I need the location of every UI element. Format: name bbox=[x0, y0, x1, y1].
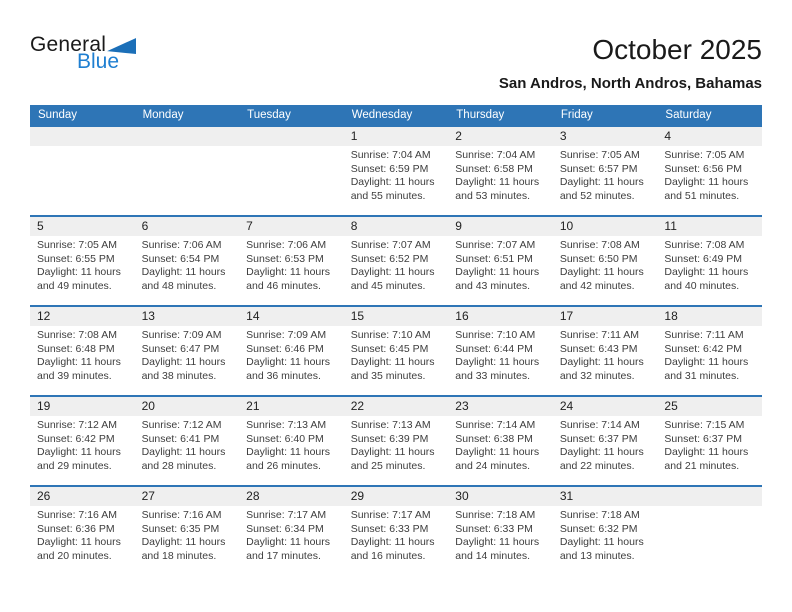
sunset-text: Sunset: 6:44 PM bbox=[455, 342, 533, 355]
day-cell bbox=[30, 397, 135, 485]
page-subtitle: San Andros, North Andros, Bahamas bbox=[498, 75, 762, 92]
day-cell bbox=[344, 217, 449, 305]
weekday-header-tuesday: Tuesday bbox=[247, 109, 291, 121]
general-blue-logo bbox=[30, 34, 136, 72]
day-details bbox=[239, 326, 344, 395]
date-number: 7 bbox=[239, 217, 344, 236]
day-cell bbox=[239, 127, 344, 215]
date-number: 24 bbox=[553, 397, 658, 416]
day-details bbox=[657, 146, 762, 215]
date-number: 31 bbox=[553, 487, 658, 506]
day-details bbox=[448, 416, 553, 485]
day-details bbox=[657, 326, 762, 395]
day-cell bbox=[30, 487, 135, 575]
day-cell bbox=[30, 307, 135, 395]
date-number: 15 bbox=[344, 307, 449, 326]
logo-text-blue: Blue bbox=[77, 50, 120, 73]
sunrise-text: Sunrise: 7:10 AM bbox=[350, 329, 431, 341]
sunrise-text: Sunrise: 7:10 AM bbox=[455, 329, 536, 341]
sunset-text: Sunset: 6:51 PM bbox=[455, 252, 533, 265]
date-number: 22 bbox=[344, 397, 449, 416]
daylight-text: Daylight: 11 hours and 21 minutes. bbox=[664, 446, 749, 472]
sunrise-text: Sunrise: 7:09 AM bbox=[246, 329, 327, 341]
day-details bbox=[344, 326, 449, 395]
date-number: 21 bbox=[239, 397, 344, 416]
sunset-text: Sunset: 6:59 PM bbox=[350, 162, 429, 175]
day-cell bbox=[344, 397, 449, 485]
date-number: 12 bbox=[30, 307, 135, 326]
daylight-text: Daylight: 11 hours and 43 minutes. bbox=[455, 266, 540, 292]
date-number: 8 bbox=[344, 217, 449, 236]
daylight-text: Daylight: 11 hours and 32 minutes. bbox=[559, 356, 644, 382]
day-details bbox=[344, 146, 449, 215]
day-details bbox=[553, 416, 658, 485]
weekday-header-sunday: Sunday bbox=[38, 109, 78, 121]
daylight-text: Daylight: 11 hours and 38 minutes. bbox=[141, 356, 226, 382]
day-details bbox=[448, 326, 553, 395]
calendar bbox=[30, 105, 762, 575]
weekday-header-thursday: Thursday bbox=[456, 109, 505, 121]
week-row bbox=[30, 215, 762, 305]
sunrise-text: Sunrise: 7:12 AM bbox=[141, 419, 222, 431]
title-block bbox=[499, 34, 762, 92]
day-details bbox=[344, 236, 449, 305]
date-number: 11 bbox=[657, 217, 762, 236]
day-details bbox=[135, 236, 240, 305]
page-title: October 2025 bbox=[592, 34, 762, 65]
week-row bbox=[30, 395, 762, 485]
sunset-text: Sunset: 6:42 PM bbox=[664, 342, 743, 355]
day-cell bbox=[657, 217, 762, 305]
page-header bbox=[0, 0, 792, 105]
daylight-text: Daylight: 11 hours and 33 minutes. bbox=[455, 356, 540, 382]
sunrise-text: Sunrise: 7:18 AM bbox=[559, 509, 640, 521]
day-cell bbox=[30, 127, 135, 215]
day-details bbox=[553, 236, 658, 305]
date-number: 5 bbox=[30, 217, 135, 236]
day-details bbox=[344, 416, 449, 485]
daylight-text: Daylight: 11 hours and 51 minutes. bbox=[664, 176, 749, 202]
day-cell bbox=[239, 217, 344, 305]
day-cell bbox=[448, 307, 553, 395]
sunset-text: Sunset: 6:58 PM bbox=[455, 162, 533, 175]
date-number bbox=[239, 127, 344, 146]
date-number: 13 bbox=[135, 307, 240, 326]
sunrise-text: Sunrise: 7:05 AM bbox=[664, 149, 745, 161]
date-number: 27 bbox=[135, 487, 240, 506]
date-number: 3 bbox=[553, 127, 658, 146]
weekday-header-row bbox=[30, 105, 762, 125]
daylight-text: Daylight: 11 hours and 35 minutes. bbox=[350, 356, 435, 382]
sunset-text: Sunset: 6:33 PM bbox=[350, 522, 429, 535]
date-number: 30 bbox=[448, 487, 553, 506]
sunset-text: Sunset: 6:37 PM bbox=[559, 432, 638, 445]
sunset-text: Sunset: 6:57 PM bbox=[559, 162, 638, 175]
daylight-text: Daylight: 11 hours and 18 minutes. bbox=[141, 536, 226, 562]
daylight-text: Daylight: 11 hours and 40 minutes. bbox=[664, 266, 749, 292]
daylight-text: Daylight: 11 hours and 45 minutes. bbox=[350, 266, 435, 292]
sunrise-text: Sunrise: 7:09 AM bbox=[141, 329, 222, 341]
sunrise-text: Sunrise: 7:08 AM bbox=[37, 329, 117, 341]
sunset-text: Sunset: 6:39 PM bbox=[350, 432, 429, 445]
date-number: 19 bbox=[30, 397, 135, 416]
day-cell bbox=[553, 487, 658, 575]
daylight-text: Daylight: 11 hours and 20 minutes. bbox=[37, 536, 121, 562]
day-cell bbox=[135, 217, 240, 305]
day-cell bbox=[135, 487, 240, 575]
daylight-text: Daylight: 11 hours and 39 minutes. bbox=[37, 356, 121, 382]
sunset-text: Sunset: 6:38 PM bbox=[455, 432, 533, 445]
day-details bbox=[30, 146, 135, 215]
weekday-header-friday: Friday bbox=[560, 109, 593, 121]
sunset-text: Sunset: 6:41 PM bbox=[141, 432, 220, 445]
week-row bbox=[30, 485, 762, 575]
day-cell bbox=[448, 487, 553, 575]
sunrise-text: Sunrise: 7:08 AM bbox=[664, 239, 745, 251]
daylight-text: Daylight: 11 hours and 48 minutes. bbox=[141, 266, 226, 292]
week-row bbox=[30, 305, 762, 395]
date-number: 18 bbox=[657, 307, 762, 326]
day-cell bbox=[344, 487, 449, 575]
sunrise-text: Sunrise: 7:16 AM bbox=[141, 509, 222, 521]
daylight-text: Daylight: 11 hours and 14 minutes. bbox=[455, 536, 540, 562]
day-cell bbox=[344, 307, 449, 395]
sunrise-text: Sunrise: 7:15 AM bbox=[664, 419, 745, 431]
sunset-text: Sunset: 6:34 PM bbox=[246, 522, 324, 535]
sunrise-text: Sunrise: 7:14 AM bbox=[559, 419, 640, 431]
day-details bbox=[239, 146, 344, 215]
date-number bbox=[657, 487, 762, 506]
day-cell bbox=[239, 307, 344, 395]
date-number: 9 bbox=[448, 217, 553, 236]
day-details bbox=[657, 506, 762, 575]
date-number: 1 bbox=[344, 127, 449, 146]
day-details bbox=[448, 146, 553, 215]
day-details bbox=[135, 506, 240, 575]
weekday-header-wednesday: Wednesday bbox=[351, 109, 413, 121]
sunset-text: Sunset: 6:56 PM bbox=[664, 162, 743, 175]
daylight-text: Daylight: 11 hours and 25 minutes. bbox=[350, 446, 435, 472]
daylight-text: Daylight: 11 hours and 31 minutes. bbox=[664, 356, 749, 382]
daylight-text: Daylight: 11 hours and 46 minutes. bbox=[246, 266, 330, 292]
daylight-text: Daylight: 11 hours and 24 minutes. bbox=[455, 446, 540, 472]
day-details bbox=[135, 146, 240, 215]
day-details bbox=[30, 416, 135, 485]
day-details bbox=[657, 416, 762, 485]
sunrise-text: Sunrise: 7:04 AM bbox=[455, 149, 536, 161]
sunrise-text: Sunrise: 7:07 AM bbox=[350, 239, 431, 251]
sunrise-text: Sunrise: 7:14 AM bbox=[455, 419, 536, 431]
date-number: 26 bbox=[30, 487, 135, 506]
day-cell bbox=[657, 397, 762, 485]
day-cell bbox=[448, 127, 553, 215]
date-number: 25 bbox=[657, 397, 762, 416]
day-cell bbox=[657, 307, 762, 395]
day-details bbox=[239, 506, 344, 575]
sunset-text: Sunset: 6:36 PM bbox=[37, 522, 115, 535]
sunrise-text: Sunrise: 7:11 AM bbox=[559, 329, 640, 341]
date-number: 28 bbox=[239, 487, 344, 506]
sunset-text: Sunset: 6:46 PM bbox=[246, 342, 324, 355]
sunset-text: Sunset: 6:43 PM bbox=[559, 342, 638, 355]
day-cell bbox=[135, 397, 240, 485]
sunset-text: Sunset: 6:32 PM bbox=[559, 522, 638, 535]
day-cell bbox=[448, 397, 553, 485]
day-details bbox=[239, 236, 344, 305]
sunset-text: Sunset: 6:50 PM bbox=[559, 252, 638, 265]
sunrise-text: Sunrise: 7:04 AM bbox=[350, 149, 431, 161]
sunset-text: Sunset: 6:42 PM bbox=[37, 432, 115, 445]
daylight-text: Daylight: 11 hours and 53 minutes. bbox=[455, 176, 540, 202]
date-number: 10 bbox=[553, 217, 658, 236]
day-details bbox=[135, 416, 240, 485]
daylight-text: Daylight: 11 hours and 42 minutes. bbox=[559, 266, 644, 292]
sunrise-text: Sunrise: 7:13 AM bbox=[246, 419, 327, 431]
logo-text-general: General bbox=[30, 33, 107, 56]
day-details bbox=[30, 506, 135, 575]
sunset-text: Sunset: 6:40 PM bbox=[246, 432, 324, 445]
date-number: 17 bbox=[553, 307, 658, 326]
day-details bbox=[657, 236, 762, 305]
day-cell bbox=[344, 127, 449, 215]
sunrise-text: Sunrise: 7:06 AM bbox=[246, 239, 327, 251]
day-details bbox=[30, 326, 135, 395]
sunrise-text: Sunrise: 7:13 AM bbox=[350, 419, 431, 431]
day-details bbox=[448, 506, 553, 575]
day-cell bbox=[448, 217, 553, 305]
sunrise-text: Sunrise: 7:07 AM bbox=[455, 239, 536, 251]
day-details bbox=[448, 236, 553, 305]
sunset-text: Sunset: 6:48 PM bbox=[37, 342, 115, 355]
date-number: 4 bbox=[657, 127, 762, 146]
day-cell bbox=[135, 127, 240, 215]
sunrise-text: Sunrise: 7:17 AM bbox=[350, 509, 431, 521]
date-number: 29 bbox=[344, 487, 449, 506]
day-details bbox=[135, 326, 240, 395]
sunset-text: Sunset: 6:52 PM bbox=[350, 252, 429, 265]
day-cell bbox=[553, 307, 658, 395]
calendar-weeks bbox=[30, 125, 762, 575]
day-cell bbox=[553, 127, 658, 215]
sunset-text: Sunset: 6:35 PM bbox=[141, 522, 220, 535]
sunset-text: Sunset: 6:49 PM bbox=[664, 252, 743, 265]
sunrise-text: Sunrise: 7:16 AM bbox=[37, 509, 117, 521]
sunset-text: Sunset: 6:45 PM bbox=[350, 342, 429, 355]
sunset-text: Sunset: 6:47 PM bbox=[141, 342, 220, 355]
day-details bbox=[239, 416, 344, 485]
daylight-text: Daylight: 11 hours and 29 minutes. bbox=[37, 446, 121, 472]
week-row bbox=[30, 125, 762, 215]
day-details bbox=[344, 506, 449, 575]
day-cell bbox=[30, 217, 135, 305]
day-cell bbox=[553, 397, 658, 485]
sunrise-text: Sunrise: 7:05 AM bbox=[37, 239, 117, 251]
daylight-text: Daylight: 11 hours and 28 minutes. bbox=[141, 446, 226, 472]
sunset-text: Sunset: 6:54 PM bbox=[141, 252, 220, 265]
date-number bbox=[30, 127, 135, 146]
sunrise-text: Sunrise: 7:18 AM bbox=[455, 509, 536, 521]
daylight-text: Daylight: 11 hours and 49 minutes. bbox=[37, 266, 121, 292]
day-cell bbox=[135, 307, 240, 395]
sunset-text: Sunset: 6:55 PM bbox=[37, 252, 115, 265]
date-number: 6 bbox=[135, 217, 240, 236]
weekday-header-monday: Monday bbox=[142, 109, 184, 121]
date-number: 23 bbox=[448, 397, 553, 416]
daylight-text: Daylight: 11 hours and 36 minutes. bbox=[246, 356, 330, 382]
daylight-text: Daylight: 11 hours and 16 minutes. bbox=[350, 536, 435, 562]
sunset-text: Sunset: 6:33 PM bbox=[455, 522, 533, 535]
day-cell bbox=[553, 217, 658, 305]
sunrise-text: Sunrise: 7:17 AM bbox=[246, 509, 327, 521]
date-number: 16 bbox=[448, 307, 553, 326]
day-details bbox=[30, 236, 135, 305]
daylight-text: Daylight: 11 hours and 22 minutes. bbox=[559, 446, 644, 472]
day-cell bbox=[239, 397, 344, 485]
date-number bbox=[135, 127, 240, 146]
sunrise-text: Sunrise: 7:05 AM bbox=[559, 149, 640, 161]
sunrise-text: Sunrise: 7:11 AM bbox=[664, 329, 744, 341]
day-details bbox=[553, 146, 658, 215]
daylight-text: Daylight: 11 hours and 55 minutes. bbox=[350, 176, 435, 202]
day-cell bbox=[239, 487, 344, 575]
day-cell bbox=[657, 127, 762, 215]
sunrise-text: Sunrise: 7:08 AM bbox=[559, 239, 640, 251]
date-number: 14 bbox=[239, 307, 344, 326]
sunset-text: Sunset: 6:37 PM bbox=[664, 432, 743, 445]
date-number: 20 bbox=[135, 397, 240, 416]
day-cell bbox=[657, 487, 762, 575]
sunset-text: Sunset: 6:53 PM bbox=[246, 252, 324, 265]
date-number: 2 bbox=[448, 127, 553, 146]
daylight-text: Daylight: 11 hours and 13 minutes. bbox=[559, 536, 644, 562]
sunrise-text: Sunrise: 7:06 AM bbox=[141, 239, 222, 251]
day-details bbox=[553, 326, 658, 395]
daylight-text: Daylight: 11 hours and 26 minutes. bbox=[246, 446, 330, 472]
day-details bbox=[553, 506, 658, 575]
daylight-text: Daylight: 11 hours and 52 minutes. bbox=[559, 176, 644, 202]
weekday-header-saturday: Saturday bbox=[665, 109, 712, 121]
sunrise-text: Sunrise: 7:12 AM bbox=[37, 419, 117, 431]
daylight-text: Daylight: 11 hours and 17 minutes. bbox=[246, 536, 330, 562]
